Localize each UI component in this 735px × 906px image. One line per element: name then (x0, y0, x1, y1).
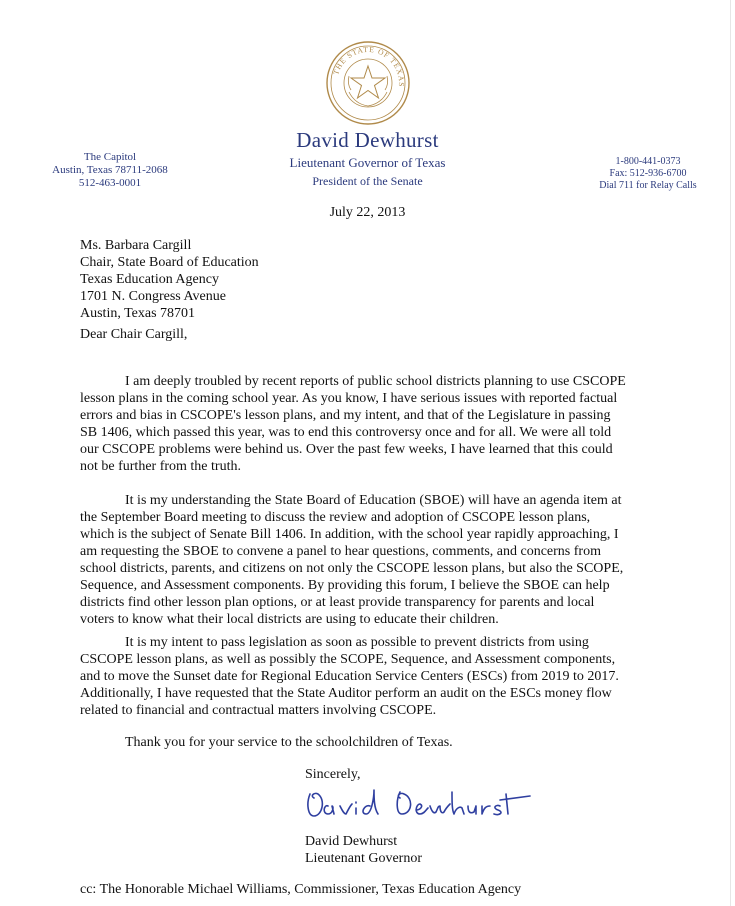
address-line: Austin, Texas 78711-2068 (52, 164, 168, 176)
contact-line: Fax: 512-936-6700 (609, 168, 687, 179)
text-line: the September Board meeting to discuss the review and adoption of CSCOPE lesson plans, (80, 510, 591, 525)
letterhead-name: David Dewhurst (296, 128, 439, 152)
recipient-line: Texas Education Agency (80, 272, 219, 287)
salutation: Dear Chair Cargill, (80, 327, 188, 342)
paragraph-1 (80, 373, 712, 475)
handwritten-signature (300, 782, 560, 824)
texas-state-seal (325, 40, 411, 126)
recipient-line: Chair, State Board of Education (80, 255, 259, 270)
recipient-address (80, 237, 259, 322)
signer-block (305, 833, 422, 867)
recipient-line: Ms. Barbara Cargill (80, 238, 192, 253)
seal-ring-text: THE STATE OF TEXAS (331, 44, 407, 88)
text-line: errors and bias in CSCOPE's lesson plans, and my intent, and that of the Legislature in passing (80, 408, 611, 423)
text-line: our CSCOPE problems were behind us. Over the past few weeks, I have learned that this could (80, 442, 613, 457)
letterhead-address (40, 151, 180, 190)
text-line: CSCOPE lesson plans, as well as possibly the SCOPE, Sequence, and Assessment components, (80, 652, 616, 667)
letterhead-title: Lieutenant Governor of Texas (289, 155, 446, 170)
closing: Sincerely, (305, 767, 361, 782)
text-line: lesson plans in the coming school year. As you know, I have serious issues with reported factual (80, 391, 618, 406)
signer-title: Lieutenant Governor (305, 851, 423, 866)
thank-you-line: Thank you for your service to the schoolchildren of Texas. (125, 735, 453, 750)
text-line: not be further from the truth. (80, 459, 241, 474)
address-line: The Capitol (83, 151, 137, 163)
letterhead-contact (588, 156, 708, 192)
text-line: related to financial and contractual matters involving CSCOPE. (80, 703, 437, 718)
recipient-line: Austin, Texas 78701 (80, 306, 196, 321)
text-line: which is the subject of Senate Bill 1406. In addition, with the school year rapidly approaching, I (80, 527, 619, 542)
letter-date: July 22, 2013 (329, 205, 406, 220)
recipient-line: 1701 N. Congress Avenue (80, 289, 226, 304)
paragraph-3 (80, 634, 712, 719)
paragraph-2 (80, 492, 712, 628)
text-line: SB 1406, which passed this year, was to end this controversy once and for all. We were all told (80, 425, 612, 440)
text-line: Sequence, and Assessment components. By providing this forum, I believe the SBOE can help (80, 578, 610, 593)
signer-name: David Dewhurst (305, 834, 398, 849)
text-line: voters to know what their local districts are using to educate their children. (80, 612, 499, 627)
text-line: and to move the Sunset date for Regional Education Service Centers (ESCs) from 2019 to 2017. (80, 669, 619, 684)
text-line: It is my understanding the State Board of Education (SBOE) will have an agenda item at (125, 493, 622, 508)
text-line: Additionally, I have requested that the State Auditor perform an audit on the ESCs money flow (80, 686, 612, 701)
contact-line: Dial 711 for Relay Calls (599, 180, 697, 191)
letterhead-role: President of the Senate (312, 174, 423, 188)
cc-line: cc: The Honorable Michael Williams, Commissioner, Texas Education Agency (80, 882, 522, 897)
contact-line: 1-800-441-0373 (615, 156, 681, 167)
text-line: I am deeply troubled by recent reports of public school districts planning to use CSCOPE (125, 374, 626, 389)
text-line: districts find other lesson plan options, or at least provide transparency for parents and local (80, 595, 595, 610)
text-line: It is my intent to pass legislation as soon as possible to prevent districts from using (125, 635, 589, 650)
text-line: school districts, parents, and citizens on not only the CSCOPE lesson plans, but also the SCOPE, (80, 561, 624, 576)
text-line: am requesting the SBOE to convene a panel to hear questions, comments, and concerns from (80, 544, 601, 559)
address-line: 512-463-0001 (78, 177, 142, 189)
